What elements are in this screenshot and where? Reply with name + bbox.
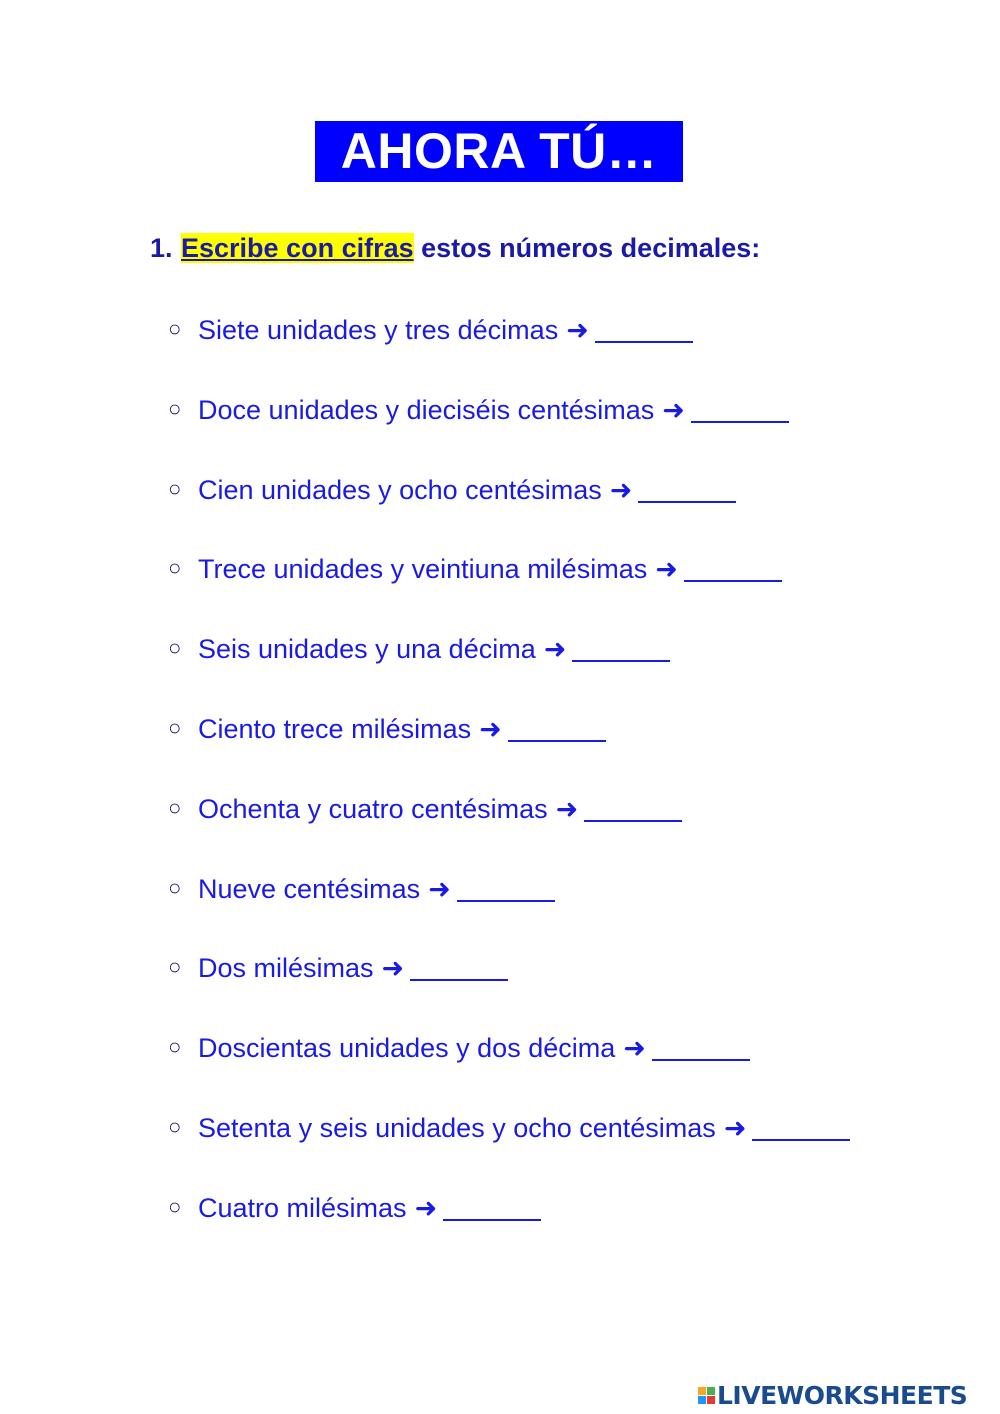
- exercise-item: [168, 708, 606, 748]
- arrow-right-icon: ➜: [566, 315, 589, 345]
- exercise-item: [168, 788, 682, 828]
- bullet-icon: ○: [168, 954, 182, 980]
- question-number: 1.: [150, 233, 173, 263]
- exercise-item-text: Ciento trece milésimas: [198, 714, 472, 744]
- exercise-item-text: Dos milésimas: [198, 953, 374, 984]
- answer-blank[interactable]: [752, 1111, 850, 1141]
- answer-blank[interactable]: [684, 552, 782, 582]
- exercise-item-text: Ochenta y cuatro centésimas: [198, 793, 548, 824]
- arrow-right-icon: ➜: [479, 714, 502, 744]
- exercise-item: [168, 548, 782, 588]
- bullet-icon: ○: [168, 1034, 182, 1060]
- exercise-item-text: Trece unidades y veintiuna milésimas: [198, 554, 648, 585]
- bullet-icon: ○: [168, 874, 182, 900]
- logo-text: LIVEWORKSHEETS: [717, 1380, 968, 1410]
- answer-blank[interactable]: [508, 712, 606, 742]
- exercise-item: [168, 1027, 750, 1067]
- exercise-item-text: Cuatro milésimas: [198, 1192, 407, 1223]
- exercise-item-text: Seis unidades y una décima: [198, 634, 536, 665]
- exercise-item-text: Cien unidades y ocho centésimas: [198, 474, 602, 505]
- answer-blank[interactable]: [443, 1191, 541, 1221]
- bullet-icon: ○: [168, 715, 182, 740]
- bullet-icon: ○: [168, 555, 182, 581]
- answer-blank[interactable]: [457, 872, 555, 902]
- page-title: AHORA TÚ…: [315, 121, 683, 182]
- question-highlighted-text: Escribe con cifras: [181, 233, 414, 263]
- exercise-item-text: Nueve centésimas: [198, 873, 421, 904]
- answer-blank[interactable]: [638, 473, 736, 503]
- exercise-item: [168, 947, 508, 987]
- exercise-item-text: Doscientas unidades y dos décima: [198, 1033, 616, 1064]
- arrow-right-icon: ➜: [543, 634, 567, 665]
- bullet-icon: ○: [168, 395, 182, 421]
- answer-blank[interactable]: [595, 313, 693, 343]
- arrow-right-icon: ➜: [655, 554, 678, 585]
- answer-blank[interactable]: [652, 1031, 750, 1061]
- exercise-item-text: Siete unidades y tres décimas: [198, 315, 559, 345]
- arrow-right-icon: ➜: [723, 1113, 747, 1143]
- exercise-item: [168, 628, 670, 668]
- bullet-icon: ○: [168, 316, 182, 341]
- exercise-item: [168, 309, 693, 349]
- exercise-item: [168, 1187, 541, 1227]
- arrow-right-icon: ➜: [662, 394, 685, 425]
- exercise-item-text: Doce unidades y dieciséis centésimas: [198, 394, 655, 425]
- exercise-item: [168, 389, 789, 429]
- arrow-right-icon: ➜: [428, 873, 451, 904]
- arrow-right-icon: ➜: [381, 953, 405, 984]
- arrow-right-icon: ➜: [555, 793, 579, 824]
- arrow-right-icon: ➜: [414, 1192, 438, 1223]
- liveworksheets-logo: [698, 1380, 967, 1410]
- answer-blank[interactable]: [584, 792, 682, 822]
- liveworksheets-logo-icon: [698, 1387, 715, 1404]
- exercise-item: [168, 469, 736, 509]
- bullet-icon: ○: [168, 475, 182, 501]
- question-heading: [150, 230, 760, 266]
- exercise-item-text: Setenta y seis unidades y ocho centésimas: [198, 1113, 716, 1143]
- answer-blank[interactable]: [691, 393, 789, 423]
- answer-blank[interactable]: [410, 951, 508, 981]
- question-text: estos números decimales:: [413, 233, 761, 263]
- bullet-icon: ○: [168, 1114, 182, 1139]
- exercise-item: [168, 868, 555, 908]
- bullet-icon: ○: [168, 794, 182, 820]
- arrow-right-icon: ➜: [623, 1033, 646, 1064]
- exercise-item: [168, 1107, 850, 1147]
- arrow-right-icon: ➜: [609, 474, 633, 505]
- bullet-icon: ○: [168, 635, 182, 661]
- answer-blank[interactable]: [572, 632, 670, 662]
- bullet-icon: ○: [168, 1193, 182, 1219]
